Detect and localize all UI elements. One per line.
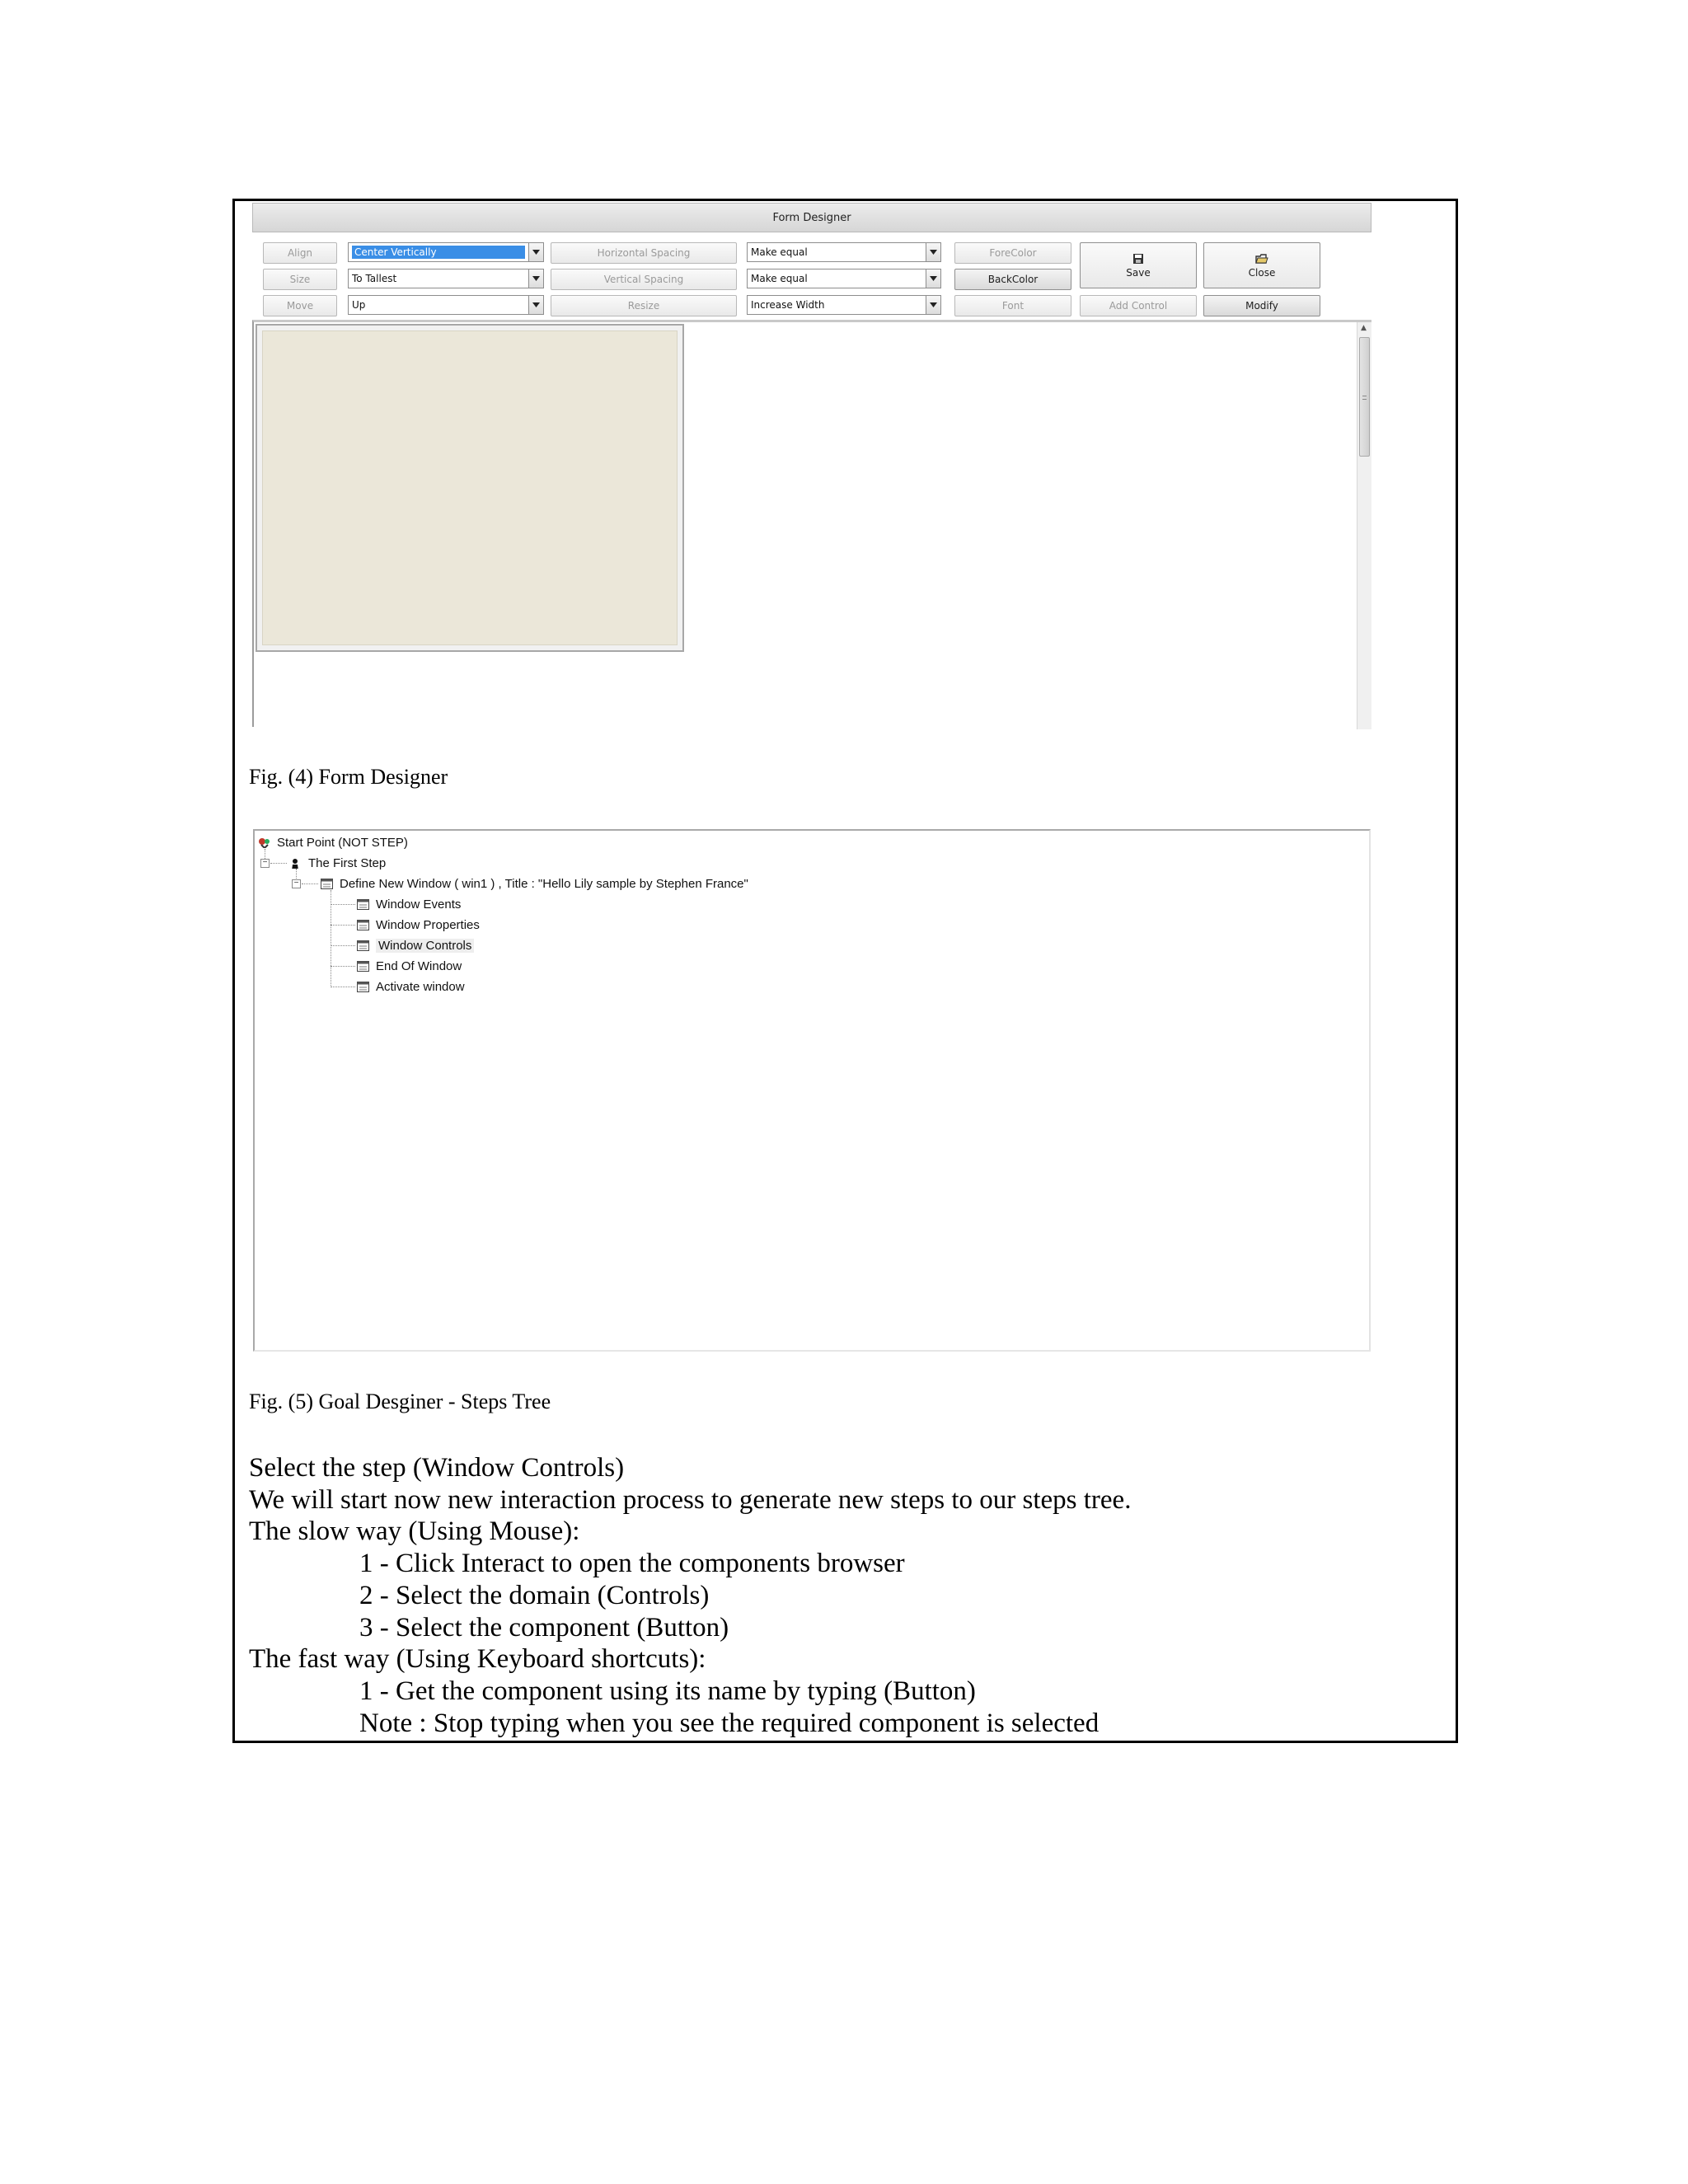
chevron-down-icon[interactable]	[528, 296, 543, 314]
tree-node-activate-window[interactable]	[357, 980, 465, 994]
body-line: The fast way (Using Keyboard shortcuts):	[249, 1644, 706, 1675]
vertical-spacing-button[interactable]: Vertical Spacing	[551, 269, 737, 290]
tree-connector	[331, 966, 355, 967]
move-select-value: Up	[352, 299, 366, 311]
close-label: Close	[1248, 266, 1276, 279]
vertical-spacing-select[interactable]	[747, 269, 941, 288]
horizontal-spacing-value: Make equal	[751, 246, 808, 258]
grip-icon	[1362, 396, 1367, 400]
folder-open-icon	[1255, 253, 1268, 265]
tree-node-label: Define New Window ( win1 ) , Title : "Hello Lily sample by Stephen France"	[340, 877, 748, 891]
steps-tree[interactable]	[253, 829, 1371, 1352]
move-select[interactable]	[348, 295, 544, 315]
body-line: Note : Stop typing when you see the required component is selected	[359, 1708, 1100, 1738]
tree-node-label: Start Point (NOT STEP)	[277, 836, 408, 850]
window-icon	[357, 961, 369, 972]
close-button[interactable]	[1203, 242, 1320, 288]
align-select-value: Center Vertically	[352, 246, 525, 259]
tree-node-window-events[interactable]	[357, 898, 461, 912]
tree-node-start-point[interactable]	[258, 836, 408, 850]
form-designer-screenshot	[252, 203, 1372, 727]
save-button[interactable]	[1080, 242, 1197, 288]
tree-node-first-step[interactable]	[289, 856, 386, 870]
tree-node-label: Activate window	[376, 980, 465, 994]
tree-node-label: Window Controls	[376, 939, 474, 953]
tree-node-end-of-window[interactable]	[357, 959, 462, 973]
align-button[interactable]: Align	[263, 242, 337, 264]
horizontal-spacing-select[interactable]	[747, 242, 941, 262]
body-text	[249, 1452, 1131, 1739]
designed-form[interactable]	[256, 324, 684, 652]
tree-node-label: Window Events	[376, 898, 462, 912]
tree-connector	[270, 863, 287, 864]
chevron-down-icon[interactable]	[926, 243, 940, 261]
collapse-icon[interactable]: −	[260, 859, 270, 868]
forecolor-button[interactable]: ForeColor	[954, 242, 1071, 264]
window-icon	[357, 920, 369, 930]
body-line: 1 - Get the component using its name by typing (Button)	[359, 1675, 976, 1706]
size-select-value: To Tallest	[352, 273, 397, 284]
font-button[interactable]: Font	[954, 295, 1071, 316]
body-line: 2 - Select the domain (Controls)	[359, 1580, 710, 1610]
body-line: 1 - Click Interact to open the components browser	[359, 1549, 905, 1579]
tree-connector	[302, 883, 318, 884]
vertical-spacing-value: Make equal	[751, 273, 808, 284]
fig5-caption: Fig. (5) Goal Desginer - Steps Tree	[249, 1390, 551, 1413]
vertical-scrollbar[interactable]	[1357, 322, 1372, 729]
tree-node-label: End Of Window	[376, 959, 462, 973]
align-select[interactable]	[348, 242, 544, 262]
add-control-button[interactable]: Add Control	[1080, 295, 1197, 316]
window-icon	[321, 879, 333, 889]
body-line: Select the step (Window Controls)	[249, 1453, 625, 1483]
tree-node-label: Window Properties	[376, 918, 480, 932]
chevron-down-icon[interactable]	[528, 243, 543, 261]
modify-button[interactable]: Modify	[1203, 295, 1320, 316]
chevron-down-icon[interactable]	[926, 269, 940, 288]
resize-value: Increase Width	[751, 299, 825, 311]
scrollbar-thumb[interactable]	[1359, 337, 1370, 457]
tree-node-window-controls[interactable]	[357, 939, 474, 953]
tree-node-window-properties[interactable]	[357, 918, 480, 932]
tree-connector	[331, 945, 355, 946]
window-icon	[357, 940, 369, 951]
form-surface[interactable]	[262, 330, 678, 645]
form-designer-title: Form Designer	[252, 203, 1372, 232]
fig4-caption: Fig. (4) Form Designer	[249, 765, 448, 789]
resize-select[interactable]	[747, 295, 941, 315]
scroll-up-icon[interactable]: ▲	[1361, 324, 1367, 332]
save-label: Save	[1126, 266, 1151, 279]
move-button[interactable]: Move	[263, 295, 337, 316]
size-select[interactable]	[348, 269, 544, 288]
step-figure-icon	[289, 858, 302, 869]
tree-node-define-window[interactable]	[321, 877, 748, 891]
collapse-icon[interactable]: −	[292, 879, 301, 888]
body-line: 3 - Select the component (Button)	[359, 1612, 729, 1643]
body-line: We will start now new interaction process to generate new steps to our steps tree.	[249, 1484, 1132, 1515]
window-icon	[357, 982, 369, 992]
window-icon	[357, 899, 369, 910]
body-line: The slow way (Using Mouse):	[249, 1516, 580, 1547]
tree-connector	[331, 925, 355, 926]
start-point-icon	[258, 837, 270, 848]
size-button[interactable]: Size	[263, 269, 337, 290]
design-canvas[interactable]	[252, 320, 1372, 727]
resize-button[interactable]: Resize	[551, 295, 737, 316]
save-icon	[1132, 253, 1144, 265]
chevron-down-icon[interactable]	[528, 269, 543, 288]
tree-connector	[331, 904, 355, 905]
chevron-down-icon[interactable]	[926, 296, 940, 314]
horizontal-spacing-button[interactable]: Horizontal Spacing	[551, 242, 737, 264]
backcolor-button[interactable]: BackColor	[954, 269, 1071, 290]
tree-node-label: The First Step	[308, 856, 387, 870]
